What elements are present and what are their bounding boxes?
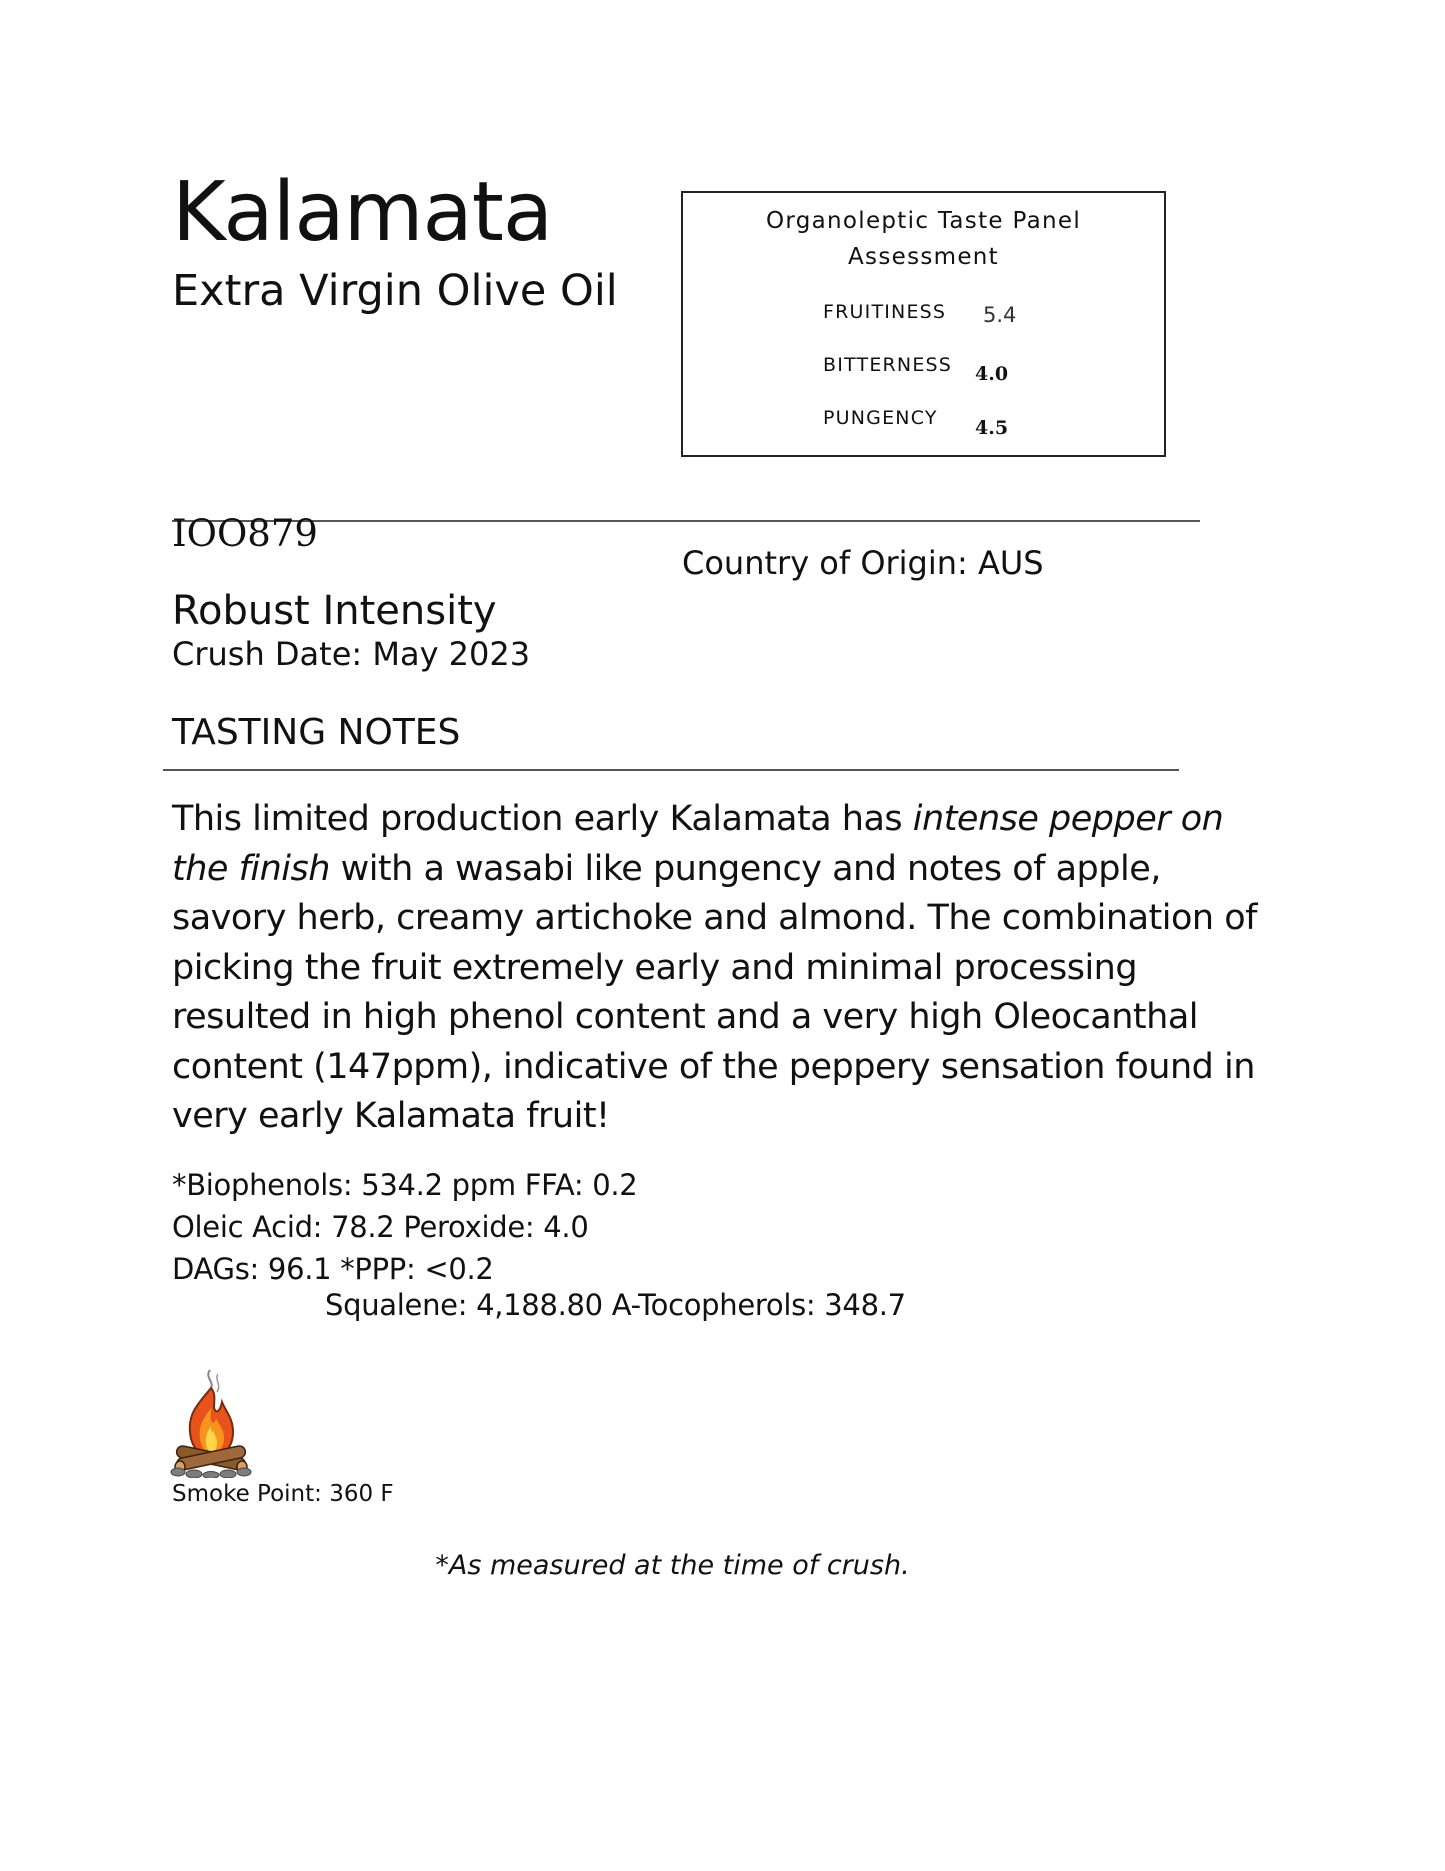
notes-text-start: This limited production early Kalamata has (172, 799, 913, 839)
notes-divider (163, 769, 1179, 771)
intensity-label: Robust Intensity (172, 588, 497, 634)
taste-panel-heading-line2: Assessment (848, 244, 999, 270)
footnote: *As measured at the time of crush. (435, 1550, 910, 1581)
chemistry-line-4: Squalene: 4,188.80 A-Tocopherols: 348.7 (325, 1288, 906, 1322)
product-subtitle: Extra Virgin Olive Oil (172, 266, 618, 316)
fruitiness-label: FRUITINESS (823, 301, 947, 323)
taste-panel-heading (683, 203, 1164, 275)
fruitiness-value: 5.4 (983, 303, 1017, 327)
chemistry-line-3: DAGs: 96.1 *PPP: <0.2 (172, 1252, 494, 1286)
product-name: Kalamata (172, 165, 553, 260)
chemistry-line-1: *Biophenols: 534.2 ppm FFA: 0.2 (172, 1168, 638, 1202)
pungency-label: PUNGENCY (823, 407, 938, 429)
taste-panel (681, 191, 1166, 457)
pungency-value: 4.5 (975, 417, 1009, 439)
country-of-origin: Country of Origin: AUS (682, 544, 1044, 582)
top-divider (172, 520, 1200, 522)
notes-text-end: with a wasabi like pungency and notes of apple, savory herb, creamy artichoke and almond. The combination of picking the fruit extremely early and minimal processing resulted in high phenol content and a very high Oleocanthal content (147ppm), indicative of the peppery sensation found in very early Kalamata fruit! (172, 848, 1257, 1136)
campfire-icon (170, 1368, 252, 1478)
crush-date: Crush Date: May 2023 (172, 635, 531, 673)
taste-panel-heading-line1: Organoleptic Taste Panel (765, 208, 1082, 234)
smoke-point: Smoke Point: 360 F (172, 1481, 394, 1507)
tasting-notes-heading: TASTING NOTES (172, 712, 461, 753)
product-code: IOO879 (172, 512, 318, 555)
bitterness-value: 4.0 (975, 363, 1009, 385)
tasting-notes-body (172, 795, 1257, 1142)
bitterness-label: BITTERNESS (823, 354, 953, 376)
chemistry-line-2: Oleic Acid: 78.2 Peroxide: 4.0 (172, 1210, 589, 1244)
notes-text-emphasis: intense pepper on the finish (172, 799, 1224, 889)
